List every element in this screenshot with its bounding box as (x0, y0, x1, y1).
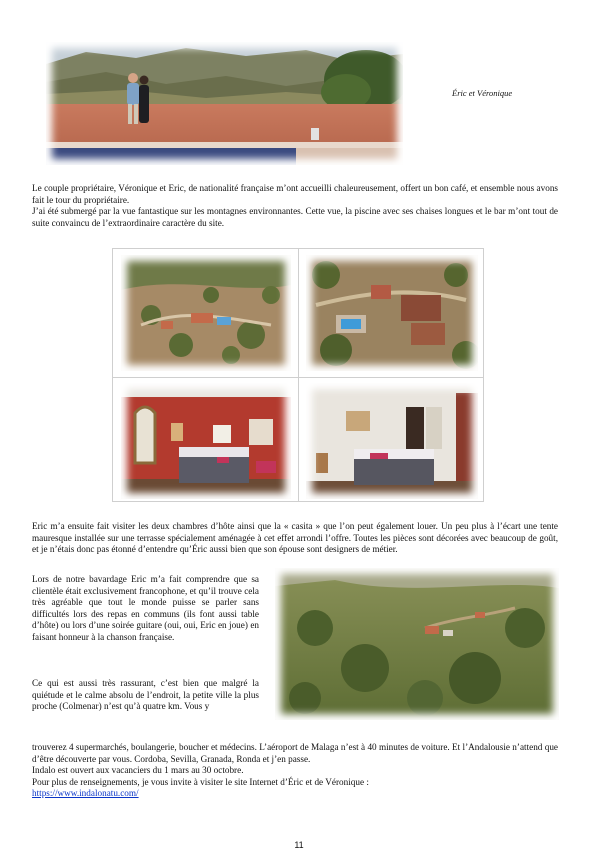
photo-bedroom-red (121, 383, 291, 499)
photo-caption: Éric et Véronique (452, 88, 513, 98)
photo-grid (112, 248, 484, 502)
page-number: 11 (294, 840, 304, 848)
services-text-2: Indalo est ouvert aux vacanciers du 1 mars au 30 octobre. (32, 765, 244, 776)
photo-couple-terrace (46, 42, 403, 165)
services-text-1: trouverez 4 supermarchés, boulangerie, boucher et médecins. L’aéroport de Malaga n’est à 40 minutes de voiture. Et l’Andalousie n’attend que d’être découverte par vous. Cordoba, Sevilla, Granada, Ronda et j’en passe. (32, 742, 558, 764)
rooms-paragraph (32, 521, 558, 556)
aerial-pool-image (306, 255, 478, 371)
photo-aerial-site (121, 255, 291, 371)
couple-terrace-image (46, 42, 403, 165)
intro-paragraph (32, 183, 558, 229)
location-paragraph (32, 678, 259, 713)
photo-landscape-hills (275, 568, 559, 720)
clientele-text: Lors de notre bavardage Eric m’a fait comprendre que sa clientèle était exclusivement francophone, et qu’il trouve cela très agréable que tout le monde puisse se parler sans difficultés lors des repas en communs (ils font aussi table d’hôte) ou lors d’une soirée guitare (oui, oui, Eric en joue) en faisant honneur à la chanson française. (32, 574, 259, 642)
bedroom-grey-image (306, 383, 478, 499)
aerial-site-image (121, 255, 291, 371)
intro-text-2: J’ai été submergé par la vue fantastique sur les montagnes environnantes. Cette vue, la piscine avec ses chaises longues et le bar m’ont tout de suite convaincu de l’extraordinaire caractère du site. (32, 206, 558, 228)
landscape-hills-image (275, 568, 559, 720)
location-text: Ce qui est aussi très rassurant, c’est bien que malgré la quiétude et le calme absolu de l’endroit, la petite ville la plus proche (Colmenar) n’est qu’à quatre km. Vous y (32, 678, 259, 712)
clientele-paragraph (32, 574, 259, 644)
photo-aerial-pool (306, 255, 478, 371)
website-link[interactable]: https://www.indalonatu.com/ (32, 788, 139, 799)
bedroom-red-image (121, 383, 291, 499)
photo-bedroom-grey (306, 383, 478, 499)
services-paragraph (32, 742, 558, 800)
website-text: Pour plus de renseignements, je vous invite à visiter le site Internet d’Éric et de Véronique : (32, 776, 369, 787)
rooms-text: Eric m’a ensuite fait visiter les deux chambres d’hôte ainsi que la « casita » que l’on peut également louer. Un peu plus à l’écart une tente mauresque installée sur une terrasse spécialement aménagée à cet effet arrondi l’offre. Toutes les pièces sont décorées avec beaucoup de goût, et je n’étais donc pas étonné d’entendre qu’Éric aussi bien que son épouse sont designers de métier. (32, 521, 558, 555)
intro-text-1: Le couple propriétaire, Véronique et Eric, de nationalité française m’ont accueilli chaleureusement, offert un bon café, et ensemble nous avons fait le tour du propriétaire. (32, 183, 558, 205)
